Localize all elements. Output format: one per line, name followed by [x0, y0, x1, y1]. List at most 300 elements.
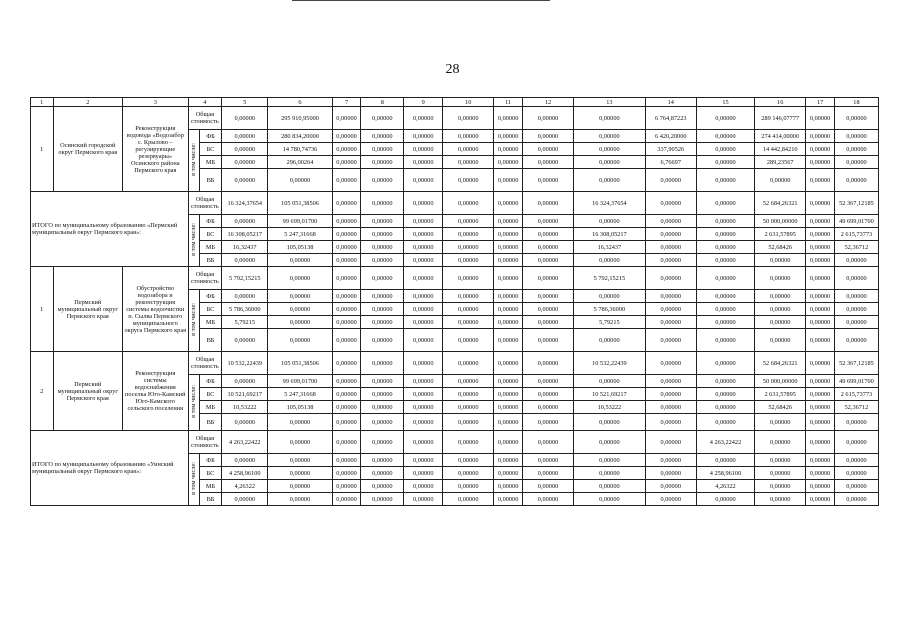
value-cell: 0,00000	[404, 143, 443, 156]
total-label: ИТОГО по муниципальному образованию «Уинский муниципальный округ Пермского края»:	[31, 431, 189, 506]
value-cell: 0,00000	[755, 254, 806, 267]
value-cell: 0,00000	[443, 254, 494, 267]
row-number: 1	[31, 267, 54, 352]
value-cell: 0,00000	[806, 493, 835, 506]
value-cell: 5 247,31668	[268, 228, 332, 241]
value-cell: 0,00000	[574, 156, 646, 169]
value-cell: 0,00000	[696, 241, 754, 254]
value-cell: 0,00000	[806, 130, 835, 143]
value-cell: 0,00000	[404, 414, 443, 431]
value-cell: 4,26322	[696, 480, 754, 493]
value-cell: 52,36712	[834, 401, 878, 414]
value-cell: 0,00000	[806, 431, 835, 454]
value-cell: 0,00000	[443, 431, 494, 454]
value-cell: 0,00000	[332, 290, 361, 303]
funding-source: ФБ	[199, 454, 222, 467]
value-cell: 0,00000	[834, 254, 878, 267]
value-cell: 0,00000	[522, 267, 573, 290]
value-cell: 0,00000	[696, 228, 754, 241]
value-cell: 0,00000	[332, 329, 361, 352]
value-cell: 0,00000	[494, 241, 523, 254]
funding-source: ВБ	[199, 493, 222, 506]
value-cell: 0,00000	[806, 454, 835, 467]
value-cell: 0,00000	[645, 352, 696, 375]
value-cell: 0,00000	[522, 143, 573, 156]
value-cell: 0,00000	[404, 107, 443, 130]
value-cell: 0,00000	[332, 414, 361, 431]
column-number: 2	[53, 98, 123, 107]
value-cell: 0,00000	[361, 254, 404, 267]
top-rule	[292, 0, 550, 1]
funding-source: ФБ	[199, 375, 222, 388]
row-number: 1	[31, 107, 54, 192]
value-cell: 0,00000	[806, 143, 835, 156]
value-cell: 4,26322	[222, 480, 268, 493]
value-cell: 0,00000	[834, 480, 878, 493]
value-cell: 52 367,12185	[834, 352, 878, 375]
value-cell: 0,00000	[222, 414, 268, 431]
value-cell: 2 615,73773	[834, 228, 878, 241]
value-cell: 0,00000	[645, 303, 696, 316]
value-cell: 0,00000	[494, 228, 523, 241]
value-cell: 0,00000	[443, 454, 494, 467]
value-cell: 99 699,01700	[268, 215, 332, 228]
value-cell: 0,00000	[574, 454, 646, 467]
value-cell: 0,00000	[361, 130, 404, 143]
funding-source: МБ	[199, 156, 222, 169]
value-cell: 0,00000	[222, 454, 268, 467]
value-cell: 0,00000	[494, 303, 523, 316]
value-cell: 0,00000	[361, 169, 404, 192]
value-cell: 52 684,26321	[755, 192, 806, 215]
value-cell: 0,00000	[332, 254, 361, 267]
value-cell: 0,00000	[522, 431, 573, 454]
value-cell: 0,00000	[696, 130, 754, 143]
value-cell: 0,00000	[834, 303, 878, 316]
value-cell: 0,00000	[645, 480, 696, 493]
incl-label	[188, 215, 199, 267]
value-cell: 0,00000	[361, 143, 404, 156]
object-row	[31, 107, 879, 130]
value-cell: 0,00000	[222, 375, 268, 388]
value-cell: 0,00000	[361, 388, 404, 401]
value-cell: 0,00000	[645, 375, 696, 388]
value-cell: 296,00264	[268, 156, 332, 169]
value-cell: 0,00000	[806, 303, 835, 316]
total-cost-label: Общая стоимость	[188, 192, 222, 215]
value-cell: 0,00000	[404, 303, 443, 316]
value-cell: 0,00000	[696, 401, 754, 414]
value-cell: 0,00000	[361, 352, 404, 375]
value-cell: 0,00000	[404, 169, 443, 192]
value-cell: 2 631,57895	[755, 388, 806, 401]
value-cell: 2 631,57895	[755, 228, 806, 241]
funding-source: БС	[199, 228, 222, 241]
column-number: 17	[806, 98, 835, 107]
value-cell: 0,00000	[522, 375, 573, 388]
value-cell: 0,00000	[645, 414, 696, 431]
value-cell: 0,00000	[494, 454, 523, 467]
value-cell: 0,00000	[645, 431, 696, 454]
value-cell: 0,00000	[361, 228, 404, 241]
value-cell: 0,00000	[522, 290, 573, 303]
value-cell: 52 684,26321	[755, 352, 806, 375]
value-cell: 0,00000	[834, 169, 878, 192]
column-number: 18	[834, 98, 878, 107]
value-cell: 0,00000	[806, 290, 835, 303]
funding-source: ВБ	[199, 329, 222, 352]
value-cell: 0,00000	[361, 267, 404, 290]
incl-label-text: в том числе:	[190, 385, 198, 418]
value-cell: 0,00000	[443, 401, 494, 414]
value-cell: 0,00000	[806, 329, 835, 352]
value-cell: 0,00000	[404, 431, 443, 454]
value-cell: 0,00000	[696, 215, 754, 228]
value-cell: 0,00000	[806, 192, 835, 215]
value-cell: 16,32437	[574, 241, 646, 254]
value-cell: 0,00000	[645, 329, 696, 352]
value-cell: 16 324,37654	[222, 192, 268, 215]
value-cell: 295 910,95000	[268, 107, 332, 130]
value-cell: 14 442,84210	[755, 143, 806, 156]
value-cell: 16 308,05217	[222, 228, 268, 241]
value-cell: 0,00000	[222, 493, 268, 506]
value-cell: 0,00000	[806, 228, 835, 241]
value-cell: 52,36712	[834, 241, 878, 254]
value-cell: 0,00000	[806, 414, 835, 431]
value-cell: 0,00000	[522, 388, 573, 401]
value-cell: 10 521,69217	[222, 388, 268, 401]
value-cell: 280 834,20000	[268, 130, 332, 143]
value-cell: 0,00000	[268, 169, 332, 192]
value-cell: 0,00000	[332, 156, 361, 169]
value-cell: 0,00000	[522, 215, 573, 228]
value-cell: 0,00000	[645, 493, 696, 506]
value-cell: 0,00000	[361, 414, 404, 431]
value-cell: 0,00000	[443, 467, 494, 480]
value-cell: 0,00000	[806, 480, 835, 493]
value-cell: 0,00000	[443, 241, 494, 254]
column-number: 3	[123, 98, 188, 107]
value-cell: 0,00000	[806, 241, 835, 254]
incl-label	[188, 454, 199, 506]
value-cell: 0,00000	[834, 493, 878, 506]
value-cell: 0,00000	[696, 454, 754, 467]
value-cell: 0,00000	[645, 254, 696, 267]
value-cell: 0,00000	[443, 493, 494, 506]
value-cell: 0,00000	[696, 267, 754, 290]
value-cell: 0,00000	[332, 375, 361, 388]
value-cell: 0,00000	[834, 130, 878, 143]
value-cell: 0,00000	[443, 215, 494, 228]
value-cell: 0,00000	[443, 352, 494, 375]
value-cell: 0,00000	[645, 215, 696, 228]
value-cell: 0,00000	[522, 329, 573, 352]
value-cell: 0,00000	[696, 107, 754, 130]
value-cell: 0,00000	[494, 431, 523, 454]
incl-label	[188, 290, 199, 352]
value-cell: 0,00000	[696, 352, 754, 375]
value-cell: 274 414,00000	[755, 130, 806, 143]
value-cell: 0,00000	[332, 316, 361, 329]
column-number: 15	[696, 98, 754, 107]
funding-source: ФБ	[199, 130, 222, 143]
object-row	[31, 352, 879, 375]
total-row	[31, 192, 879, 215]
value-cell: 0,00000	[645, 228, 696, 241]
value-cell: 4 263,22422	[222, 431, 268, 454]
value-cell: 0,00000	[806, 156, 835, 169]
funding-source: ВБ	[199, 414, 222, 431]
value-cell: 0,00000	[268, 454, 332, 467]
value-cell: 0,00000	[522, 241, 573, 254]
value-cell: 0,00000	[222, 169, 268, 192]
value-cell: 0,00000	[645, 388, 696, 401]
value-cell: 0,00000	[494, 192, 523, 215]
value-cell: 0,00000	[361, 375, 404, 388]
value-cell: 0,00000	[755, 454, 806, 467]
value-cell: 0,00000	[332, 192, 361, 215]
value-cell: 0,00000	[494, 254, 523, 267]
value-cell: 0,00000	[696, 388, 754, 401]
value-cell: 0,00000	[332, 130, 361, 143]
value-cell: 0,00000	[645, 267, 696, 290]
value-cell: 0,00000	[443, 156, 494, 169]
value-cell: 0,00000	[404, 388, 443, 401]
value-cell: 0,00000	[332, 352, 361, 375]
value-cell: 0,00000	[522, 480, 573, 493]
value-cell: 0,00000	[404, 267, 443, 290]
value-cell: 5 247,31668	[268, 388, 332, 401]
funding-source: ФБ	[199, 215, 222, 228]
municipality-name: Пермский муниципальный округ Пермского края	[53, 267, 123, 352]
column-number: 9	[404, 98, 443, 107]
value-cell: 0,00000	[696, 329, 754, 352]
value-cell: 0,00000	[404, 493, 443, 506]
value-cell: 0,00000	[522, 414, 573, 431]
value-cell: 0,00000	[332, 107, 361, 130]
value-cell: 0,00000	[268, 267, 332, 290]
value-cell: 105,05138	[268, 401, 332, 414]
value-cell: 0,00000	[443, 414, 494, 431]
funding-source: МБ	[199, 401, 222, 414]
value-cell: 0,00000	[494, 352, 523, 375]
value-cell: 0,00000	[755, 431, 806, 454]
value-cell: 0,00000	[494, 130, 523, 143]
value-cell: 0,00000	[834, 107, 878, 130]
value-cell: 2 615,73773	[834, 388, 878, 401]
value-cell: 0,00000	[834, 454, 878, 467]
value-cell: 0,00000	[696, 156, 754, 169]
value-cell: 0,00000	[522, 107, 573, 130]
value-cell: 0,00000	[522, 303, 573, 316]
value-cell: 10 532,22439	[574, 352, 646, 375]
value-cell: 0,00000	[574, 107, 646, 130]
value-cell: 0,00000	[222, 215, 268, 228]
value-cell: 0,00000	[268, 290, 332, 303]
value-cell: 0,00000	[361, 329, 404, 352]
value-cell: 289 146,07777	[755, 107, 806, 130]
value-cell: 337,90526	[645, 143, 696, 156]
value-cell: 0,00000	[494, 388, 523, 401]
funding-source: МБ	[199, 316, 222, 329]
value-cell: 0,00000	[222, 107, 268, 130]
value-cell: 0,00000	[574, 329, 646, 352]
value-cell: 0,00000	[443, 143, 494, 156]
total-row	[31, 431, 879, 454]
column-number: 13	[574, 98, 646, 107]
value-cell: 0,00000	[443, 192, 494, 215]
value-cell: 0,00000	[404, 192, 443, 215]
funding-source: МБ	[199, 480, 222, 493]
value-cell: 0,00000	[268, 316, 332, 329]
value-cell: 0,00000	[332, 169, 361, 192]
value-cell: 10,53222	[222, 401, 268, 414]
value-cell: 0,00000	[696, 493, 754, 506]
value-cell: 16 308,05217	[574, 228, 646, 241]
value-cell: 0,00000	[332, 228, 361, 241]
value-cell: 0,00000	[332, 401, 361, 414]
value-cell: 0,00000	[522, 454, 573, 467]
value-cell: 0,00000	[834, 143, 878, 156]
municipality-name: Осинский городской округ Пермского края	[53, 107, 123, 192]
value-cell: 0,00000	[574, 414, 646, 431]
incl-label-text: в том числе:	[190, 303, 198, 336]
value-cell: 0,00000	[494, 480, 523, 493]
value-cell: 0,00000	[332, 480, 361, 493]
value-cell: 49 699,01700	[834, 215, 878, 228]
value-cell: 0,00000	[755, 467, 806, 480]
value-cell: 0,00000	[332, 388, 361, 401]
value-cell: 0,00000	[361, 290, 404, 303]
value-cell: 0,00000	[696, 169, 754, 192]
value-cell: 0,00000	[494, 414, 523, 431]
value-cell: 0,00000	[574, 375, 646, 388]
value-cell: 0,00000	[494, 107, 523, 130]
value-cell: 0,00000	[361, 192, 404, 215]
value-cell: 0,00000	[645, 290, 696, 303]
value-cell: 0,00000	[494, 493, 523, 506]
column-number: 10	[443, 98, 494, 107]
value-cell: 0,00000	[574, 254, 646, 267]
value-cell: 14 780,74736	[268, 143, 332, 156]
value-cell: 6 420,20000	[645, 130, 696, 143]
value-cell: 10,53222	[574, 401, 646, 414]
value-cell: 5 792,15215	[222, 267, 268, 290]
column-number: 1	[31, 98, 54, 107]
funding-source: ВБ	[199, 254, 222, 267]
value-cell: 0,00000	[268, 329, 332, 352]
value-cell: 0,00000	[443, 480, 494, 493]
value-cell: 0,00000	[332, 454, 361, 467]
value-cell: 0,00000	[332, 431, 361, 454]
value-cell: 0,00000	[494, 375, 523, 388]
value-cell: 99 699,01700	[268, 375, 332, 388]
value-cell: 0,00000	[443, 267, 494, 290]
column-number: 7	[332, 98, 361, 107]
value-cell: 0,00000	[404, 241, 443, 254]
value-cell: 0,00000	[494, 143, 523, 156]
value-cell: 0,00000	[443, 375, 494, 388]
value-cell: 0,00000	[332, 303, 361, 316]
value-cell: 5,79215	[574, 316, 646, 329]
value-cell: 0,00000	[443, 107, 494, 130]
value-cell: 0,00000	[522, 130, 573, 143]
value-cell: 289,23567	[755, 156, 806, 169]
value-cell: 0,00000	[332, 241, 361, 254]
incl-label-text: в том числе:	[190, 223, 198, 256]
value-cell: 0,00000	[806, 169, 835, 192]
value-cell: 0,00000	[268, 480, 332, 493]
value-cell: 0,00000	[522, 228, 573, 241]
value-cell: 0,00000	[645, 241, 696, 254]
value-cell: 0,00000	[268, 303, 332, 316]
value-cell: 0,00000	[806, 107, 835, 130]
funding-table	[30, 97, 879, 506]
column-number-row	[31, 98, 879, 107]
value-cell: 0,00000	[404, 290, 443, 303]
value-cell: 0,00000	[574, 290, 646, 303]
value-cell: 0,00000	[443, 329, 494, 352]
value-cell: 16 324,37654	[574, 192, 646, 215]
value-cell: 0,00000	[574, 215, 646, 228]
value-cell: 0,00000	[834, 316, 878, 329]
value-cell: 4 263,22422	[696, 431, 754, 454]
value-cell: 0,00000	[522, 192, 573, 215]
value-cell: 52 367,12185	[834, 192, 878, 215]
value-cell: 0,00000	[361, 215, 404, 228]
value-cell: 0,00000	[361, 493, 404, 506]
value-cell: 0,00000	[755, 303, 806, 316]
value-cell: 5 786,36000	[222, 303, 268, 316]
value-cell: 0,00000	[361, 241, 404, 254]
value-cell: 0,00000	[332, 493, 361, 506]
value-cell: 0,00000	[361, 303, 404, 316]
value-cell: 4 258,96100	[696, 467, 754, 480]
value-cell: 0,00000	[404, 480, 443, 493]
value-cell: 0,00000	[806, 375, 835, 388]
value-cell: 0,00000	[494, 169, 523, 192]
funding-source: БС	[199, 467, 222, 480]
value-cell: 0,00000	[574, 143, 646, 156]
value-cell: 0,00000	[268, 493, 332, 506]
column-number: 8	[361, 98, 404, 107]
value-cell: 0,00000	[696, 254, 754, 267]
value-cell: 0,00000	[404, 254, 443, 267]
value-cell: 0,00000	[522, 493, 573, 506]
value-cell: 0,00000	[574, 493, 646, 506]
object-name: Реконструкция водовода «Водозабор с. Крылово – регулирующие резервуары» Осинского района Пермского края	[123, 107, 188, 192]
value-cell: 0,00000	[645, 169, 696, 192]
value-cell: 0,00000	[806, 352, 835, 375]
total-label: ИТОГО по муниципальному образованию «Пермский муниципальный округ Пермского края»:	[31, 192, 189, 267]
value-cell: 50 000,00000	[755, 375, 806, 388]
value-cell: 0,00000	[645, 401, 696, 414]
column-number: 11	[494, 98, 523, 107]
value-cell: 0,00000	[404, 316, 443, 329]
value-cell: 0,00000	[404, 228, 443, 241]
column-number: 6	[268, 98, 332, 107]
value-cell: 0,00000	[494, 215, 523, 228]
value-cell: 0,00000	[222, 254, 268, 267]
value-cell: 0,00000	[696, 290, 754, 303]
column-number: 12	[522, 98, 573, 107]
value-cell: 0,00000	[443, 169, 494, 192]
value-cell: 5 792,15215	[574, 267, 646, 290]
value-cell: 0,00000	[268, 414, 332, 431]
value-cell: 0,00000	[332, 215, 361, 228]
value-cell: 4 258,96100	[222, 467, 268, 480]
